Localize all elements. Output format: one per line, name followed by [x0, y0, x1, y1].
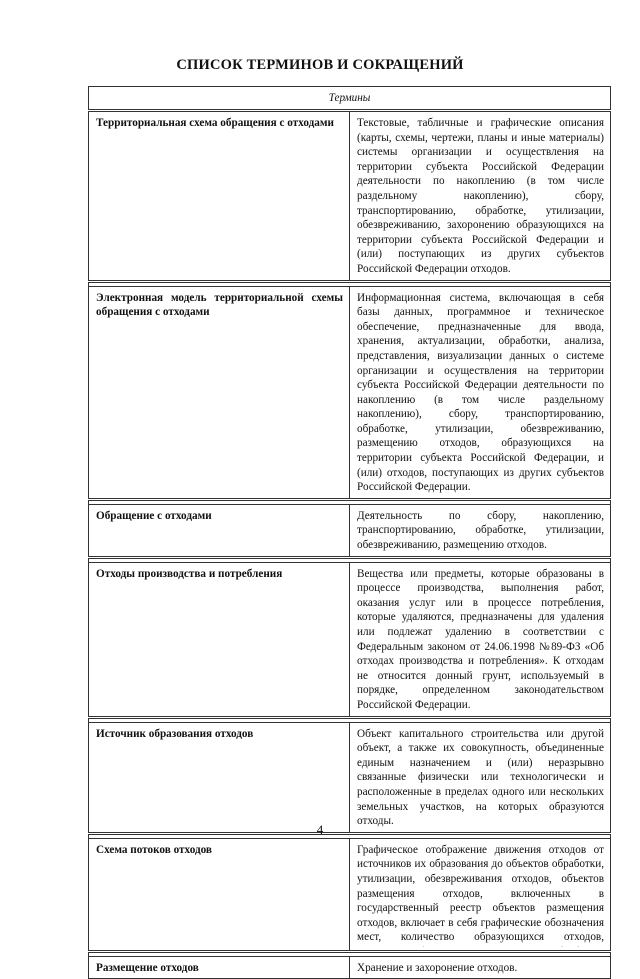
table-caption: Термины [89, 87, 611, 111]
term-name: Территориальная схема обращения с отходами [89, 111, 350, 282]
table-row [89, 838, 611, 951]
term-definition [350, 838, 611, 951]
term-definition: Текстовые, табличные и графические описания (карты, схемы, чертежи, планы и иные материалы) системы организации и осуществления на территории субъекта Российской Федерации деятельности по накоплению (в том числе раздельному накоплению), сбору, транспортированию, обработке, утилизации, обезвреживанию, захоронению образующихся на территории субъекта Российской Федерации и (или) поступающих из других субъектов Российской Федерации отходов. [350, 111, 611, 282]
term-name: Обращение с отходами [89, 504, 350, 557]
term-definition: Деятельность по сбору, накоплению, транспортированию, обработке, утилизации, обезвреживанию, размещению отходов. [350, 504, 611, 557]
table-row [89, 956, 611, 979]
term-definition: Вещества или предметы, которые образованы в процессе производства, выполнения работ, оказания услуг или в процессе потребления, которые удаляются, предназначены для удаления или подлежат удалению в соответствии с Федеральным законом от 24.06.1998 №89-ФЗ «Об отходах производства и потребления». К отходам не относится донный грунт, используемый в порядке, определенном законодательством Российской Федерации. [350, 562, 611, 717]
page-title: СПИСОК ТЕРМИНОВ И СОКРАЩЕНИЙ [176, 57, 464, 73]
table-row [89, 504, 611, 557]
term-name: Размещение отходов [89, 956, 350, 979]
table-row [89, 286, 611, 499]
page-number: 4 [316, 822, 324, 837]
term-name: Отходы производства и потребления [89, 562, 350, 717]
terms-table [88, 86, 611, 979]
term-definition: Информационная система, включающая в себя базы данных, программное и техническое обеспечение, предназначенные для ввода, хранения, актуализации, обработки, анализа, представления, визуализации данных о системе организации и осуществления на территории субъекта Российской Федерации деятельности по накоплению (в том числе раздельному накоплению), сбору, транспортированию, обработке, утилизации, обезвреживанию, размещению отходов, образующихся на территории субъекта Российской Федерации, и (или) отходов, поступающих из других субъектов Российской Федерации. [350, 286, 611, 499]
term-name: Электронная модель территориальной схемы обращения с отходами [89, 286, 350, 499]
term-name: Источник образования отходов [89, 722, 350, 833]
term-definition: Объект капитального строительства или другой объект, а также их совокупность, объединенные единым назначением и (или) неразрывно связанные физически или технологически и расположенные в пределах одного или нескольких земельных участков, на которых образуются отходы. [350, 722, 611, 833]
term-definition: Хранение и захоронение отходов. [350, 956, 611, 979]
table-row [89, 722, 611, 833]
term-name: Схема потоков отходов [89, 838, 350, 951]
table-caption-row [89, 87, 611, 111]
table-row [89, 111, 611, 282]
term-definition-text: Графическое отображение движения отходов от источников их образования до объектов обработки, утилизации, обезвреживания отходов, объектов размещения отходов, включенных в государственный реестр объектов размещения отходов, включает в себя графические обозначения мест, количество образующихся отходов, [357, 843, 604, 944]
table-row [89, 562, 611, 717]
